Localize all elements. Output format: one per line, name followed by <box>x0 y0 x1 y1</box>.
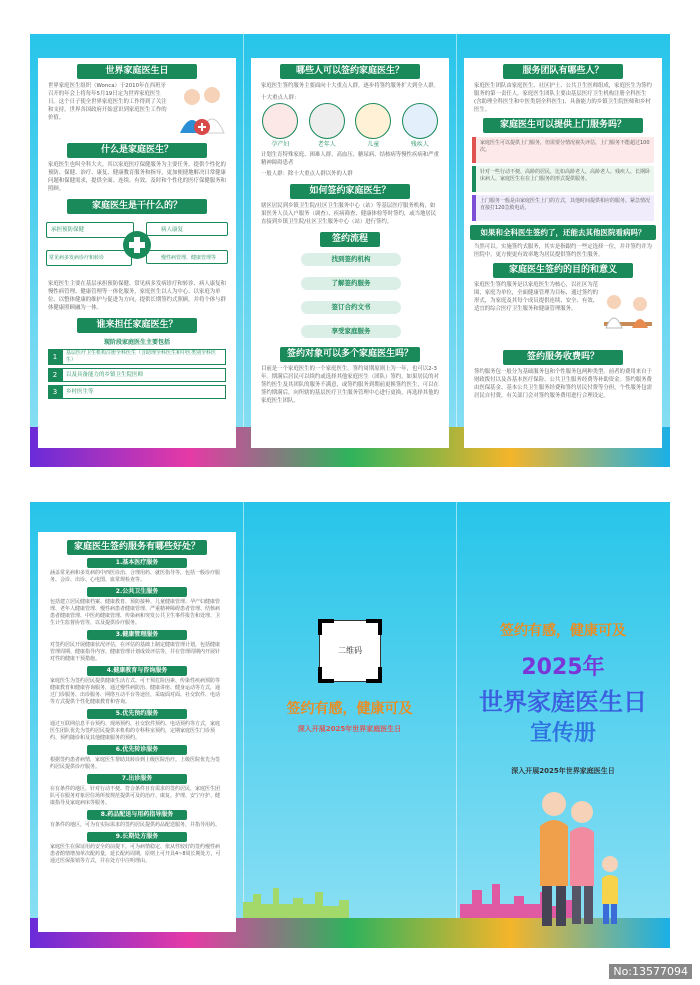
flow-step: 了解签约服务 <box>301 277 401 290</box>
flow-step: 享受家庭服务 <box>301 325 401 338</box>
panel-who-can-sign <box>251 58 449 448</box>
section-header: 服务团队有哪些人？ <box>503 64 623 79</box>
services-grid <box>46 218 228 276</box>
elderly-icon <box>309 103 345 139</box>
section-header: 如何签约家庭医生？ <box>290 184 410 199</box>
role-text: 家庭医生主要在基层承担预防保健、常见病多发病诊疗和转诊、病人康复和慢性病管理、健康管理等一体化服务，家庭医生以人为中心、以家庭为单位、以整体健康的维护与促进为方向，提供长期签约式照顾，并将个体与群体健康照顾融为一体。 <box>48 281 226 311</box>
consultation-illustration <box>600 282 656 348</box>
panel-service-team <box>464 58 662 448</box>
section-header: 家庭医生签约的目的和意义 <box>493 263 633 278</box>
section-header: 签约服务收费吗？ <box>503 350 623 365</box>
brochure-outside-sheet <box>30 502 670 948</box>
other-hospital-text: 当然可以。实施签约式服务，其实是指跟约一些定选择一位，并并签约并为医院中。更方便更有效率地为居民提供签约医生服务。 <box>474 244 652 258</box>
panel-benefits <box>38 532 236 932</box>
service-item: 常见病多发病诊疗和转诊 <box>46 250 132 266</box>
group-item: 孕产妇 <box>262 103 298 148</box>
section-header: 签约对象可以多个家庭医生吗？ <box>280 347 420 362</box>
cover-title-2: 宣传册 <box>529 721 596 746</box>
panel-back-cover <box>243 502 456 948</box>
intro-text: 世界家庭医生组织（Wonca）于2010年在西班牙召开的年会上将每年5月19日定为世界家庭医生日。这个日子使全世界家庭医生的工作得到了关注和支持，世界各国政府开始意识到家庭医生工作的价值。 <box>48 83 167 121</box>
benefit-item: 3.健康管理服务 对签约居民开展健康状况评估，在评估的基础上制定健康管理计划，包括健康管理周期、健康指导内容、健康管理计划成效评估等，并在管理周期内开展针对性的健康干预措施。 <box>50 631 221 662</box>
section-header: 如果和全科医生签约了，还能去其他医院看病吗？ <box>470 225 656 240</box>
family-illustration <box>526 786 626 936</box>
slogan: 签约有感，健康可及 <box>286 701 413 717</box>
section-header: 家庭医生是干什么的？ <box>67 199 207 214</box>
pregnant-woman-icon <box>262 103 298 139</box>
section-header: 签约流程 <box>320 232 380 247</box>
benefit-item: 6.优先转诊服务 根据签约患者病情，家庭医生帮助其转诊到上级医院治疗。上级医院优先为签约居民提供诊疗服务。 <box>50 746 221 770</box>
slogan-subtitle: 深入开展2025年世界家庭医生日 <box>297 725 402 733</box>
who-list <box>48 349 226 399</box>
section-header: 什么是家庭医生？ <box>67 143 207 158</box>
doctors-illustration <box>172 81 230 137</box>
disabled-person-icon <box>402 103 438 139</box>
fold-line <box>456 34 457 467</box>
section-header: 世界家庭医生日 <box>77 64 197 79</box>
purpose-text: 家庭医生签约服务是以家庭医生为核心，以社区为范围，家庭为单位，全面健康管理为目标，通过签约的形式，为家庭及其每个成员提供连续、安全、有效、适宜的综合医疗卫生服务和健康管理服务。 <box>474 282 598 312</box>
group-item: 老年人 <box>309 103 345 148</box>
image-id-watermark: No:13577094 <box>609 964 692 979</box>
service-item: 慢性病管理、健康管理等 <box>146 250 228 264</box>
benefit-item: 2.公共卫生服务 包括建立居民健康档案、健康教育、预防接种、儿童健康管理、孕产妇健康管理、老年人健康管理、慢性病患者健康管理、严重精神障碍患者管理、结核病患者健康管理、中医药健康管理、传染病和突发公共卫生事件报告和处理、卫生计生监督协管等，以及提供诊疗服务。 <box>50 588 221 626</box>
benefit-item: 8.药品配送与用药指导服务 有条件的地区，可为有实际需求的签约居民提供药品配送服务，并指导用药。 <box>50 811 221 828</box>
list-item: 1 基层医疗卫生机构注册全科医生（含助理全科医生和中医类别全科医生） <box>48 349 226 365</box>
benefit-item: 4.健康教育与咨询服务 家庭医生为签约居民提供健康生活方式、可干预危险因素、传染性疾病预防等健康教育和健康咨询服务，通过慢性病防治、健康讲座、健身运动等方式，通过门诊服务、出诊服务、网络互动平台等途径，采取面对面、社交软件、电话等方式提供个性化健康教育和咨询。 <box>50 667 221 705</box>
medical-cross-icon <box>122 230 152 260</box>
benefit-item: 9.长期处方服务 家庭医生在保证用药安全的前提下，可为病情稳定、依从性较好的签约慢性病患者酌情增加单次配药量，延长配药周期，原则上可开具4~8周长期处方，可通过医保报销等方式，并在处方中注明理由。 <box>50 833 221 864</box>
cover-year: 2025年 <box>521 655 605 680</box>
brochure-inside-sheet <box>30 34 670 467</box>
info-card: 家庭医生可以提供上门服务，但需要分情况视失评估，上门服务不能超过100次。 <box>472 137 654 163</box>
other-groups-text: 计划生育特殊家庭、困难人群、高血压、糖尿病、结核病等慢性疾病和严重精神障碍患者 <box>261 152 439 166</box>
section-header: 家庭医生签约服务有哪些好处？ <box>67 540 207 555</box>
section-header: 谁来担任家庭医生？ <box>77 318 197 333</box>
panel-front-cover <box>456 502 670 948</box>
service-item: 承担预防保健 <box>46 222 134 238</box>
fold-line <box>243 34 244 467</box>
list-item: 2 以及具备能力的乡镇卫生院医师 <box>48 368 226 382</box>
subheading: 现阶段家庭医生主要包括 <box>103 339 170 346</box>
flow-step: 签订合约文书 <box>301 301 401 314</box>
qr-label: 二维码 <box>338 646 362 655</box>
section-header: 哪些人可以签约家庭医生？ <box>280 64 420 79</box>
group-item: 残疾人 <box>402 103 438 148</box>
how-to-sign-text: 辖区居民到乡镇卫生院/社区卫生服务中心（站）等基层医疗服务机构，如果医务人员入户服务（调查）、疾病筛查、健康体检等时签约，或当地居民直接到乡镇卫生院/社区卫生服务中心（站）进行签约。 <box>261 203 437 225</box>
benefit-list <box>38 558 236 865</box>
benefit-item: 5.优先预约服务 通过互联网信息平台预约、现场预约、社交软件预约、电话预约等方式，家庭医生团队优先为签约居民提供本机构的专科科室预约，定期家庭医生门诊预约、预约随诊和及其他健康服务的预约。 <box>50 710 221 741</box>
benefit-item: 1.基本医疗服务 涵盖常见病和多发病的中西医诊治、合理用药、就医指导等，包括一般诊疗服务、会诊、出诊、心电图、血常规检查等。 <box>50 559 221 583</box>
group-item: 儿童 <box>355 103 391 148</box>
team-text: 家庭医生团队由家庭医生、社区护士、公共卫生医师组成，家庭医生为签约服务的第一责任人。家庭医生团队主要由基层医疗卫生机构注册全科医生(含助理全科医生和中医类别全科医生)、具备能力的乡镇卫生院医师和乡村医生。 <box>474 83 652 113</box>
cover-subtitle: 深入开展2025年世界家庭医生日 <box>511 767 615 775</box>
info-card: 针对一些行动不便、高龄的居民，比如高龄老人、高龄老人、残疾人、长期卧床病人、家庭医生在在上门服务的形式提供服务。 <box>472 166 654 192</box>
flow-step: 找到签约机构 <box>301 253 401 266</box>
signing-flow <box>251 247 449 347</box>
qr-code-placeholder <box>319 620 381 682</box>
info-card: 上门服务一般是由家庭医生上门的方式，其他时间提供相应的服务。紧急情况直接打120急救电话。 <box>472 195 654 221</box>
target-text: 家庭医生签约服务主要面向十大重点人群，逐步将签约服务扩大到全人群。 <box>261 83 439 89</box>
home-visit-cards <box>472 137 654 221</box>
multiple-doctors-text: 目前是一个家庭医生的一个家庭医生。签约周期原则上为一年，也可以2-3年。期满后居民可以续约或选择其他家庭医生（团队）签约。如果居民的对签约医生及其团队的服务不满意，或签约服务到期前更换签约医生，可以在签约期满后，向所辖的基层医疗卫生服务管理中心进行更换，再选择其他的家庭医生团队。 <box>261 366 439 404</box>
key-groups <box>257 103 443 148</box>
cover-title: 世界家庭医生日 <box>479 688 647 716</box>
panel-what-is-family-doctor <box>38 58 236 448</box>
general-population-text: 一般人群：除十大重点人群以外的人群 <box>261 171 353 177</box>
cover-slogan: 签约有感，健康可及 <box>500 623 626 639</box>
benefit-item: 7.出诊服务 在有条件的地区，针对行动不便、符合条件且有需求的签约居民，家庭医生团队可在服务对象居住场所按规范提供可及的治疗、康复、护理、安宁疗护、健康指导及家庭病床等服务。 <box>50 775 221 806</box>
child-icon <box>355 103 391 139</box>
section-header: 家庭医生可以提供上门服务吗？ <box>483 118 643 133</box>
definition-text: 家庭医生也叫全科大夫。其以家庭医疗保健服务为主要任务，提供个性化的预防、保健、治疗、康复、健康教育服务和指导，更加便捷地解决日常健康问题和保健需求，提供全面、连续、有效、及时和个性化的医疗保健服务和照顾。 <box>48 162 226 192</box>
groups-label: 十大重点人群： <box>261 95 300 101</box>
fee-text: 签约服务包一般分为基础服务包和个性服务包两种类型。前者的费用来自于财政拨付以及各基本医疗保险、公共卫生服务经费等补助资金。签约服务费由医保基金、基本公共卫生服务经费和签约居民付费等分担，个性服务包需居民自付费，有关部门会对签约服务费用进行合理设定。 <box>474 369 652 399</box>
service-item: 病人康复 <box>146 222 228 236</box>
list-item: 3 乡村医生等 <box>48 385 226 399</box>
